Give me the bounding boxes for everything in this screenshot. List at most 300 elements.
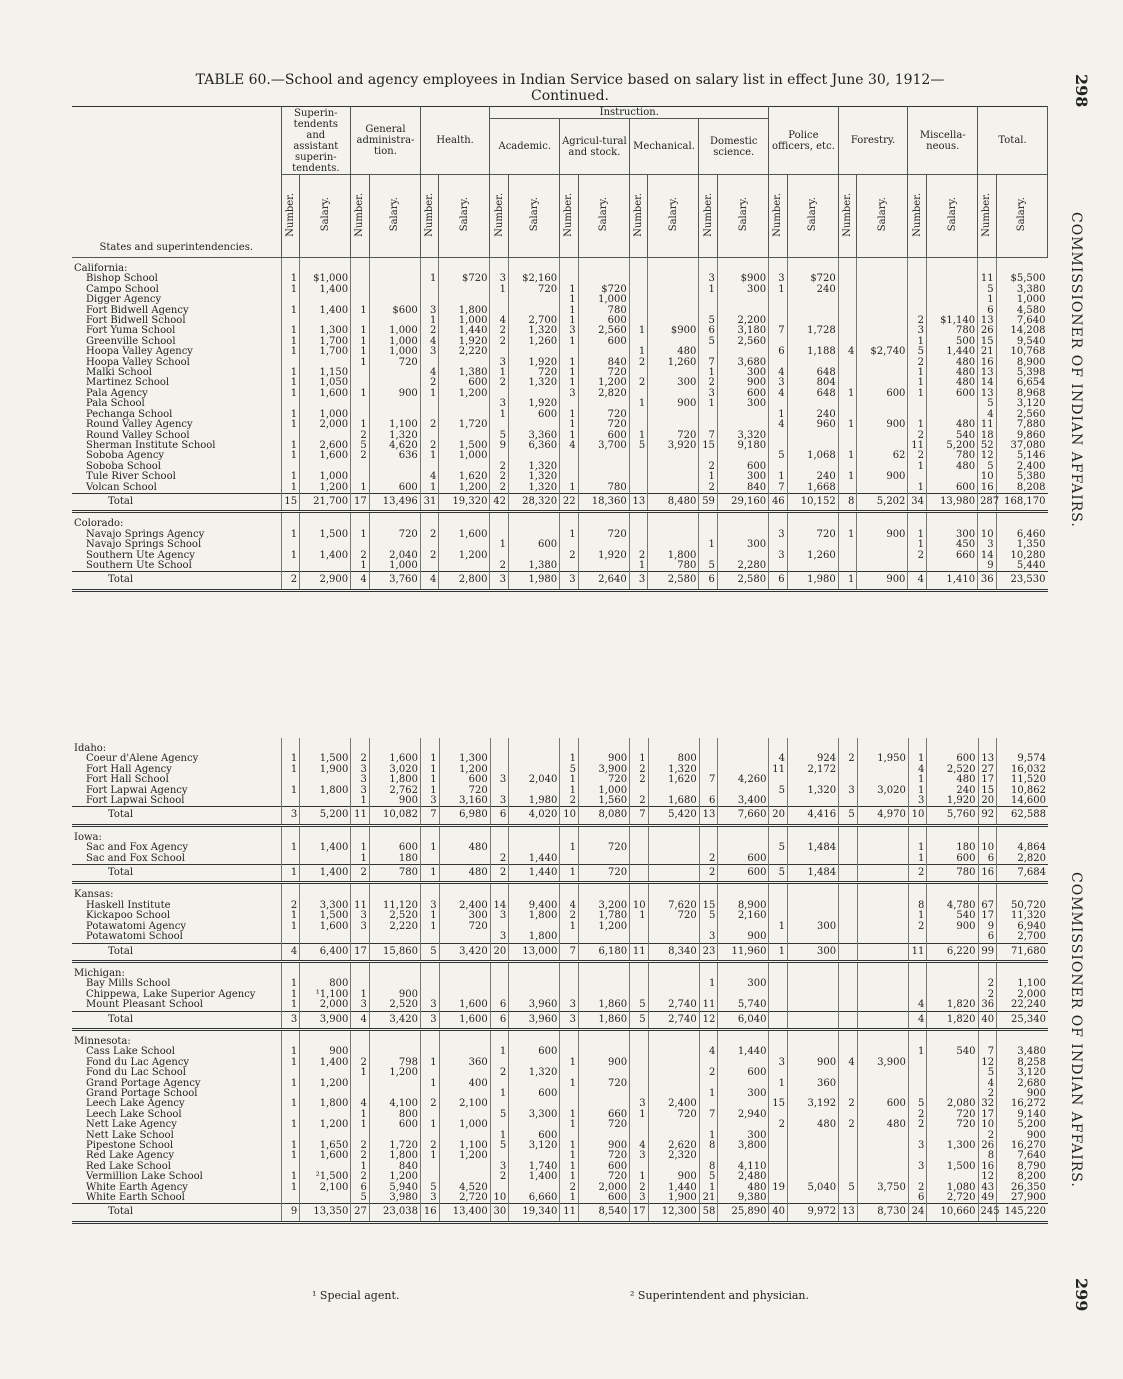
header-number <box>838 175 857 258</box>
total-number-cell: 42 <box>490 493 509 511</box>
salary-cell: 1,260 <box>648 358 699 368</box>
empty-cell <box>300 883 351 901</box>
salary-cell: 780 <box>926 451 977 461</box>
salary-cell: 1,000 <box>300 410 351 420</box>
number-cell: 1 <box>908 389 927 399</box>
number-cell: 2 <box>420 378 439 388</box>
number-cell <box>630 979 649 989</box>
total-salary-cell: 9,972 <box>788 1204 839 1222</box>
total-salary-cell: 2,580 <box>717 572 768 590</box>
total-number-cell: 36 <box>978 572 997 590</box>
salary-cell: 1,300 <box>927 1141 978 1151</box>
number-cell <box>281 540 300 550</box>
number-cell: 11 <box>351 901 370 911</box>
salary-cell: 1,200 <box>300 483 351 494</box>
number-cell: 1 <box>699 1089 718 1099</box>
number-cell: 1 <box>560 1162 579 1172</box>
empty-cell <box>439 883 490 901</box>
salary-cell: 900 <box>857 420 908 430</box>
number-cell: 3 <box>630 1099 649 1109</box>
total-number-cell: 4 <box>908 1011 927 1029</box>
total-number-cell <box>839 865 858 883</box>
number-cell: 3 <box>560 1000 579 1011</box>
salary-cell <box>648 451 699 461</box>
total-number-cell: 2 <box>490 865 509 883</box>
number-cell: 1 <box>421 765 440 775</box>
salary-cell <box>648 854 699 865</box>
salary-cell <box>369 274 420 284</box>
salary-cell <box>788 979 839 989</box>
salary-cell <box>927 1058 978 1068</box>
empty-cell <box>578 512 629 530</box>
salary-cell: 2,740 <box>648 1000 699 1011</box>
number-cell: 3 <box>420 347 439 357</box>
empty-cell <box>787 258 838 275</box>
salary-cell: 1,560 <box>578 796 629 807</box>
salary-cell: 4,780 <box>927 901 978 911</box>
number-cell <box>908 561 927 572</box>
salary-cell: 450 <box>926 540 977 550</box>
number-cell: 18 <box>978 431 997 441</box>
number-cell: 1 <box>769 410 788 420</box>
header-salary <box>787 175 838 258</box>
salary-cell <box>718 754 769 764</box>
state-row <box>72 258 1048 275</box>
number-cell: 2 <box>421 1141 440 1151</box>
number-cell: 3 <box>699 932 718 943</box>
salary-cell <box>300 540 351 550</box>
number-cell: 4 <box>420 472 439 482</box>
salary-cell: 3,300 <box>300 901 351 911</box>
number-cell: 2 <box>490 337 509 347</box>
number-cell: 1 <box>908 530 927 540</box>
salary-cell: 540 <box>927 1047 978 1057</box>
total-label: Total <box>72 865 281 883</box>
empty-cell <box>578 1029 629 1047</box>
number-cell <box>629 483 648 494</box>
total-salary-cell: 13,496 <box>369 493 420 511</box>
table-row <box>72 1151 1048 1161</box>
total-salary-cell: 4,020 <box>509 807 560 825</box>
salary-cell: 900 <box>997 1131 1048 1141</box>
number-cell <box>908 1068 927 1078</box>
number-cell: 2 <box>629 551 648 561</box>
number-cell: 16 <box>978 1162 997 1172</box>
total-salary-cell: 21,700 <box>300 493 351 511</box>
empty-cell <box>699 1029 718 1047</box>
number-cell: 5 <box>699 1172 718 1182</box>
empty-cell <box>281 883 300 901</box>
number-cell <box>699 410 718 420</box>
number-cell <box>769 990 788 1000</box>
number-cell: 1 <box>560 1193 579 1204</box>
number-cell: 5 <box>769 843 788 853</box>
salary-cell <box>857 843 908 853</box>
salary-cell: 720 <box>648 431 699 441</box>
header-instruction: Instruction. <box>490 107 769 119</box>
salary-cell: 540 <box>927 911 978 921</box>
number-cell: 1 <box>281 368 300 378</box>
salary-cell <box>788 1193 839 1204</box>
salary-cell <box>787 295 838 305</box>
salary-cell: 1,200 <box>578 378 629 388</box>
number-cell <box>420 399 439 409</box>
salary-cell: 3,920 <box>648 441 699 451</box>
salary-cell: 1,000 <box>439 451 490 461</box>
salary-cell: 900 <box>857 530 908 540</box>
salary-cell: 2,100 <box>300 1183 351 1193</box>
number-cell: 5 <box>769 786 788 796</box>
empty-cell <box>648 258 699 275</box>
salary-cell: 6,654 <box>996 378 1047 388</box>
salary-cell: 900 <box>300 1047 351 1057</box>
number-cell: 67 <box>978 901 997 911</box>
number-cell: 2 <box>490 854 509 865</box>
salary-cell: 780 <box>578 483 629 494</box>
header-mechanical: Mechanical. <box>629 119 699 175</box>
salary-cell: 7,620 <box>648 901 699 911</box>
number-cell: 2 <box>699 483 718 494</box>
number-cell: 2 <box>978 1131 997 1141</box>
total-number-cell: 17 <box>351 493 370 511</box>
salary-cell: 6,360 <box>509 441 560 451</box>
number-cell: 2 <box>351 1172 370 1182</box>
salary-cell: 1,500 <box>300 911 351 921</box>
number-cell <box>699 295 718 305</box>
number-cell <box>769 540 788 550</box>
number-cell <box>769 1000 788 1011</box>
number-cell: 3 <box>490 775 509 785</box>
total-number-cell: 7 <box>560 943 579 961</box>
salary-cell: 2,520 <box>927 765 978 775</box>
number-cell <box>560 451 579 461</box>
number-cell: 2 <box>839 1120 858 1130</box>
number-cell <box>908 979 927 989</box>
salary-cell: 22,240 <box>997 1000 1048 1011</box>
number-cell: 1 <box>838 472 857 482</box>
salary-cell: 2,720 <box>927 1193 978 1204</box>
salary-cell <box>648 1120 699 1130</box>
superintendency-name: Coeur d'Alene Agency <box>86 753 199 765</box>
salary-cell: 7,640 <box>997 1151 1048 1161</box>
total-salary-cell: 145,220 <box>997 1204 1048 1222</box>
salary-cell: 300 <box>648 378 699 388</box>
salary-cell <box>578 1089 629 1099</box>
superintendency-name: Southern Ute School <box>86 559 192 571</box>
number-cell <box>908 399 927 409</box>
salary-cell: 2,400 <box>648 1099 699 1109</box>
number-cell: 1 <box>281 843 300 853</box>
salary-cell: 9,380 <box>718 1193 769 1204</box>
empty-cell <box>369 738 420 754</box>
empty-cell <box>769 738 788 754</box>
empty-cell <box>908 883 927 901</box>
total-salary-cell: 5,420 <box>648 807 699 825</box>
salary-cell: 2,172 <box>788 765 839 775</box>
header-salary <box>369 175 420 258</box>
salary-cell <box>927 1079 978 1089</box>
salary-cell: 1,380 <box>439 368 490 378</box>
salary-cell: 1,320 <box>509 378 560 388</box>
salary-cell <box>439 979 490 989</box>
superintendency-name: Pipestone School <box>86 1140 174 1151</box>
number-cell: 1 <box>421 786 440 796</box>
total-salary-cell: 25,890 <box>718 1204 769 1222</box>
total-label: Total <box>72 807 281 825</box>
salary-cell: 11,320 <box>997 911 1048 921</box>
salary-cell: 2,400 <box>996 462 1047 472</box>
salary-cell: 2,680 <box>997 1079 1048 1089</box>
salary-cell: 1,200 <box>439 551 490 561</box>
salary-cell: 600 <box>369 1120 420 1130</box>
number-cell: 13 <box>978 389 997 399</box>
salary-cell <box>648 843 699 853</box>
header-domestic: Domestic science. <box>699 119 769 175</box>
empty-cell <box>629 258 648 275</box>
salary-cell: 3,300 <box>509 1110 560 1120</box>
salary-cell: 8,200 <box>997 1172 1048 1182</box>
number-cell: 1 <box>630 1172 649 1182</box>
header-number <box>769 175 788 258</box>
salary-cell: 900 <box>578 754 629 764</box>
salary-cell: 10,862 <box>997 786 1048 796</box>
total-number-cell: 16 <box>978 865 997 883</box>
salary-cell: 1,100 <box>369 420 420 430</box>
superintendency-name: Nett Lake School <box>86 1129 174 1141</box>
salary-cell: 720 <box>439 786 490 796</box>
header-salary <box>578 175 629 258</box>
header-number-label: Number. <box>563 192 575 237</box>
header-forestry: Forestry. <box>838 107 908 175</box>
total-number-cell: 59 <box>699 493 718 511</box>
total-salary-cell: 168,170 <box>996 493 1047 511</box>
total-salary-cell: 4,416 <box>788 807 839 825</box>
number-cell: 7 <box>699 1110 718 1120</box>
salary-cell: 600 <box>927 754 978 764</box>
total-number-cell: 3 <box>421 1011 440 1029</box>
empty-cell <box>630 1029 649 1047</box>
number-cell: 1 <box>351 306 370 316</box>
number-cell: 5 <box>630 1000 649 1011</box>
number-cell <box>838 540 857 550</box>
empty-cell <box>509 738 560 754</box>
salary-cell: 5,380 <box>996 472 1047 482</box>
salary-cell: 3,320 <box>717 431 768 441</box>
salary-cell <box>509 754 560 764</box>
number-cell: 1 <box>281 911 300 921</box>
salary-cell: 10,280 <box>996 551 1047 561</box>
superintendency-name: Leech Lake Agency <box>86 1098 185 1110</box>
total-number-cell: 5 <box>839 807 858 825</box>
salary-cell: 1,440 <box>648 1183 699 1193</box>
number-cell: 21 <box>699 1193 718 1204</box>
number-cell: 2 <box>420 420 439 430</box>
superintendency-name: Round Valley Agency <box>86 419 193 431</box>
total-salary-cell: 6,980 <box>439 807 490 825</box>
number-cell <box>351 932 370 943</box>
number-cell <box>908 932 927 943</box>
number-cell: 1 <box>351 337 370 347</box>
salary-cell: 3,750 <box>857 1183 908 1193</box>
number-cell: 5 <box>839 1183 858 1193</box>
total-number-cell: 1 <box>560 865 579 883</box>
number-cell: 1 <box>281 389 300 399</box>
number-cell: 1 <box>630 1110 649 1120</box>
salary-cell <box>648 306 699 316</box>
total-salary-cell: 8,340 <box>648 943 699 961</box>
salary-cell: 2,520 <box>369 911 420 921</box>
table-row <box>72 483 1048 494</box>
empty-cell <box>996 258 1047 275</box>
salary-cell: 2,100 <box>439 1099 490 1109</box>
number-cell: 2 <box>699 854 718 865</box>
header-number-label: Number. <box>284 192 296 237</box>
salary-cell: 1,920 <box>439 337 490 347</box>
number-cell: 1 <box>281 441 300 451</box>
salary-cell: 7,880 <box>996 420 1047 430</box>
superintendency-name: Nett Lake Agency <box>86 1119 177 1131</box>
number-cell: 3 <box>769 1058 788 1068</box>
salary-cell: 300 <box>717 368 768 378</box>
number-cell <box>420 285 439 295</box>
number-cell <box>699 420 718 430</box>
salary-cell: 400 <box>439 1079 490 1089</box>
empty-cell <box>648 1029 699 1047</box>
total-number-cell: 24 <box>908 1204 927 1222</box>
salary-cell: 1,600 <box>439 1000 490 1011</box>
number-cell: 2 <box>560 911 579 921</box>
salary-cell <box>857 979 908 989</box>
empty-cell <box>769 825 788 843</box>
salary-cell <box>857 901 908 911</box>
total-salary-cell: 6,400 <box>300 943 351 961</box>
salary-cell: 1,484 <box>788 843 839 853</box>
salary-cell: 11,120 <box>369 901 420 911</box>
superintendency-name: Fort Bidwell School <box>86 315 186 327</box>
salary-cell <box>857 911 908 921</box>
total-number-cell: 7 <box>421 807 440 825</box>
number-cell: 2 <box>630 1183 649 1193</box>
total-number-cell: 17 <box>351 943 370 961</box>
empty-cell <box>857 883 908 901</box>
salary-cell: $900 <box>717 274 768 284</box>
number-cell: 2 <box>420 326 439 336</box>
salary-cell <box>857 1000 908 1011</box>
number-cell <box>560 932 579 943</box>
total-number-cell: 2 <box>908 865 927 883</box>
number-cell: 7 <box>978 1047 997 1057</box>
salary-cell: 600 <box>926 483 977 494</box>
salary-cell: $1,000 <box>300 274 351 284</box>
salary-cell <box>648 483 699 494</box>
number-cell: 2 <box>490 472 509 482</box>
empty-cell <box>978 738 997 754</box>
number-cell: 1 <box>351 561 370 572</box>
number-cell: 1 <box>351 990 370 1000</box>
number-cell: 1 <box>420 483 439 494</box>
empty-cell <box>578 883 629 901</box>
total-row <box>72 493 1048 511</box>
number-cell: 2 <box>629 378 648 388</box>
salary-cell <box>857 358 908 368</box>
number-cell <box>629 285 648 295</box>
empty-cell <box>351 825 370 843</box>
number-cell: 4 <box>560 441 579 451</box>
number-cell <box>421 979 440 989</box>
salary-cell: 2,220 <box>369 922 420 932</box>
number-cell: 3 <box>560 326 579 336</box>
salary-cell: 300 <box>718 979 769 989</box>
salary-cell <box>439 854 490 865</box>
number-cell: 4 <box>769 368 788 378</box>
salary-cell: 300 <box>717 285 768 295</box>
empty-cell <box>630 738 649 754</box>
number-cell <box>769 431 788 441</box>
number-cell <box>769 561 788 572</box>
number-cell <box>769 932 788 943</box>
number-cell: 2 <box>699 1068 718 1078</box>
total-salary-cell: 780 <box>369 865 420 883</box>
salary-cell: 1,440 <box>439 326 490 336</box>
salary-cell: 804 <box>787 378 838 388</box>
number-cell: 2 <box>420 551 439 561</box>
number-cell: 1 <box>699 979 718 989</box>
salary-cell <box>648 1047 699 1057</box>
salary-cell: 1,400 <box>509 1172 560 1182</box>
salary-cell <box>787 306 838 316</box>
salary-cell: 800 <box>300 979 351 989</box>
salary-cell: 1,000 <box>369 337 420 347</box>
salary-cell: 1,100 <box>439 1141 490 1151</box>
salary-cell: 480 <box>926 378 977 388</box>
number-cell: 1 <box>421 922 440 932</box>
salary-cell: 2,700 <box>997 932 1048 943</box>
salary-cell: 5,200 <box>997 1120 1048 1130</box>
salary-cell: 300 <box>717 472 768 482</box>
empty-cell <box>648 961 699 979</box>
number-cell <box>908 1079 927 1089</box>
total-number-cell: 58 <box>699 1204 718 1222</box>
total-number-cell: 10 <box>908 807 927 825</box>
salary-cell <box>857 796 908 807</box>
total-number-cell: 6 <box>769 572 788 590</box>
total-number-cell <box>839 943 858 961</box>
salary-cell: 1,000 <box>300 472 351 482</box>
number-cell: 2 <box>490 561 509 572</box>
salary-cell <box>926 472 977 482</box>
number-cell: 3 <box>421 1193 440 1204</box>
empty-cell <box>978 1029 997 1047</box>
salary-cell: $2,740 <box>857 347 908 357</box>
superintendency-name: Southern Ute Agency <box>86 549 195 561</box>
number-cell <box>769 979 788 989</box>
table-row <box>72 1131 1048 1141</box>
number-cell: 1 <box>281 1058 300 1068</box>
number-cell <box>769 901 788 911</box>
table-row <box>72 551 1048 561</box>
header-salary-label: Salary. <box>389 197 401 232</box>
header-number <box>560 175 579 258</box>
number-cell: 2 <box>351 431 370 441</box>
table-row <box>72 316 1048 326</box>
salary-cell <box>578 462 629 472</box>
number-cell <box>351 274 370 284</box>
salary-cell: 1,000 <box>439 1120 490 1130</box>
number-cell: 9 <box>978 561 997 572</box>
salary-cell: 1,600 <box>300 389 351 399</box>
number-cell: 1 <box>699 1183 718 1193</box>
salary-cell: $1,140 <box>926 316 977 326</box>
